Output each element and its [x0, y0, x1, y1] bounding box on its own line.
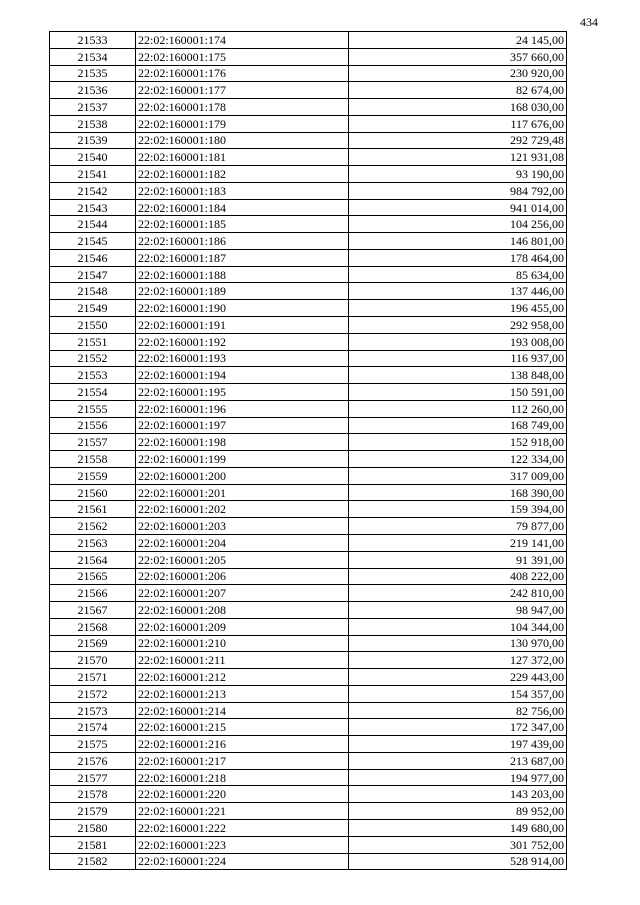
table-row	[50, 233, 567, 250]
row-number-cell: 21543	[50, 199, 136, 216]
row-number-cell: 21553	[50, 367, 136, 384]
cadastral-value-cell: 159 394,00	[349, 501, 567, 518]
table-row	[50, 685, 567, 702]
cadastral-value-cell: 85 634,00	[349, 266, 567, 283]
cadastral-value-cell: 91 391,00	[349, 551, 567, 568]
cadastral-number-cell: 22:02:160001:215	[136, 719, 349, 736]
cadastral-number-cell: 22:02:160001:218	[136, 769, 349, 786]
table-row	[50, 819, 567, 836]
cadastral-number-cell: 22:02:160001:200	[136, 467, 349, 484]
cadastral-number-cell: 22:02:160001:178	[136, 99, 349, 116]
table-row	[50, 786, 567, 803]
table-row	[50, 115, 567, 132]
table-row	[50, 618, 567, 635]
table-row	[50, 132, 567, 149]
table-row	[50, 216, 567, 233]
cadastral-number-cell: 22:02:160001:209	[136, 618, 349, 635]
cadastral-value-cell: 104 256,00	[349, 216, 567, 233]
cadastral-value-cell: 213 687,00	[349, 752, 567, 769]
cadastral-number-cell: 22:02:160001:182	[136, 166, 349, 183]
row-number-cell: 21566	[50, 585, 136, 602]
row-number-cell: 21551	[50, 333, 136, 350]
cadastral-value-cell: 196 455,00	[349, 300, 567, 317]
row-number-cell: 21568	[50, 618, 136, 635]
table-row	[50, 518, 567, 535]
cadastral-value-cell: 230 920,00	[349, 65, 567, 82]
cadastral-value-cell: 301 752,00	[349, 836, 567, 853]
cadastral-value-cell: 149 680,00	[349, 819, 567, 836]
table-row	[50, 467, 567, 484]
row-number-cell: 21533	[50, 32, 136, 49]
cadastral-number-cell: 22:02:160001:174	[136, 32, 349, 49]
table-row	[50, 283, 567, 300]
table-row	[50, 434, 567, 451]
cadastral-value-cell: 408 222,00	[349, 568, 567, 585]
row-number-cell: 21560	[50, 484, 136, 501]
cadastral-number-cell: 22:02:160001:183	[136, 182, 349, 199]
cadastral-value-cell: 317 009,00	[349, 467, 567, 484]
row-number-cell: 21538	[50, 115, 136, 132]
cadastral-value-cell: 82 756,00	[349, 702, 567, 719]
row-number-cell: 21539	[50, 132, 136, 149]
cadastral-value-cell: 292 729,48	[349, 132, 567, 149]
row-number-cell: 21554	[50, 384, 136, 401]
cadastral-number-cell: 22:02:160001:180	[136, 132, 349, 149]
row-number-cell: 21555	[50, 400, 136, 417]
row-number-cell: 21549	[50, 300, 136, 317]
table-row	[50, 300, 567, 317]
cadastral-number-cell: 22:02:160001:217	[136, 752, 349, 769]
table-row	[50, 602, 567, 619]
cadastral-number-cell: 22:02:160001:212	[136, 669, 349, 686]
cadastral-value-cell: 178 464,00	[349, 249, 567, 266]
table-row	[50, 82, 567, 99]
cadastral-number-cell: 22:02:160001:206	[136, 568, 349, 585]
table-row	[50, 752, 567, 769]
table-row	[50, 367, 567, 384]
cadastral-number-cell: 22:02:160001:176	[136, 65, 349, 82]
row-number-cell: 21577	[50, 769, 136, 786]
cadastral-value-cell: 152 918,00	[349, 434, 567, 451]
row-number-cell: 21548	[50, 283, 136, 300]
row-number-cell: 21564	[50, 551, 136, 568]
table-row	[50, 417, 567, 434]
cadastral-value-cell: 154 357,00	[349, 685, 567, 702]
cadastral-number-cell: 22:02:160001:223	[136, 836, 349, 853]
table-row	[50, 836, 567, 853]
row-number-cell: 21558	[50, 451, 136, 468]
cadastral-number-cell: 22:02:160001:184	[136, 199, 349, 216]
cadastral-value-cell: 127 372,00	[349, 652, 567, 669]
row-number-cell: 21559	[50, 467, 136, 484]
cadastral-number-cell: 22:02:160001:214	[136, 702, 349, 719]
cadastral-number-cell: 22:02:160001:216	[136, 736, 349, 753]
cadastral-value-cell: 98 947,00	[349, 602, 567, 619]
table-row	[50, 32, 567, 49]
row-number-cell: 21576	[50, 752, 136, 769]
cadastral-number-cell: 22:02:160001:201	[136, 484, 349, 501]
table-row	[50, 48, 567, 65]
cadastral-number-cell: 22:02:160001:186	[136, 233, 349, 250]
row-number-cell: 21579	[50, 803, 136, 820]
table-row	[50, 551, 567, 568]
row-number-cell: 21569	[50, 635, 136, 652]
cadastral-value-cell: 242 810,00	[349, 585, 567, 602]
row-number-cell: 21556	[50, 417, 136, 434]
row-number-cell: 21567	[50, 602, 136, 619]
table-row	[50, 736, 567, 753]
row-number-cell: 21582	[50, 853, 136, 870]
cadastral-number-cell: 22:02:160001:205	[136, 551, 349, 568]
table-row	[50, 350, 567, 367]
cadastral-number-cell: 22:02:160001:196	[136, 400, 349, 417]
row-number-cell: 21546	[50, 249, 136, 266]
row-number-cell: 21540	[50, 149, 136, 166]
cadastral-value-table	[49, 31, 567, 870]
table-row	[50, 400, 567, 417]
cadastral-value-cell: 229 443,00	[349, 669, 567, 686]
cadastral-number-cell: 22:02:160001:203	[136, 518, 349, 535]
cadastral-number-cell: 22:02:160001:207	[136, 585, 349, 602]
cadastral-value-cell: 104 344,00	[349, 618, 567, 635]
cadastral-value-cell: 112 260,00	[349, 400, 567, 417]
table-row	[50, 585, 567, 602]
row-number-cell: 21534	[50, 48, 136, 65]
cadastral-value-cell: 984 792,00	[349, 182, 567, 199]
cadastral-value-cell: 292 958,00	[349, 317, 567, 334]
table-row	[50, 199, 567, 216]
table-row	[50, 484, 567, 501]
cadastral-value-cell: 116 937,00	[349, 350, 567, 367]
cadastral-number-cell: 22:02:160001:197	[136, 417, 349, 434]
cadastral-value-cell: 528 914,00	[349, 853, 567, 870]
cadastral-number-cell: 22:02:160001:208	[136, 602, 349, 619]
cadastral-number-cell: 22:02:160001:179	[136, 115, 349, 132]
table-row	[50, 333, 567, 350]
table-body	[50, 32, 567, 870]
cadastral-number-cell: 22:02:160001:210	[136, 635, 349, 652]
row-number-cell: 21578	[50, 786, 136, 803]
cadastral-number-cell: 22:02:160001:189	[136, 283, 349, 300]
row-number-cell: 21545	[50, 233, 136, 250]
cadastral-value-cell: 193 008,00	[349, 333, 567, 350]
cadastral-value-cell: 219 141,00	[349, 534, 567, 551]
table-row	[50, 803, 567, 820]
table-row	[50, 669, 567, 686]
cadastral-number-cell: 22:02:160001:181	[136, 149, 349, 166]
cadastral-number-cell: 22:02:160001:222	[136, 819, 349, 836]
cadastral-value-cell: 130 970,00	[349, 635, 567, 652]
table-row	[50, 451, 567, 468]
row-number-cell: 21536	[50, 82, 136, 99]
table-row	[50, 149, 567, 166]
cadastral-value-cell: 168 030,00	[349, 99, 567, 116]
table-row	[50, 99, 567, 116]
table-row	[50, 719, 567, 736]
row-number-cell: 21542	[50, 182, 136, 199]
row-number-cell: 21581	[50, 836, 136, 853]
cadastral-number-cell: 22:02:160001:187	[136, 249, 349, 266]
table-row	[50, 853, 567, 870]
table-row	[50, 568, 567, 585]
cadastral-number-cell: 22:02:160001:211	[136, 652, 349, 669]
cadastral-value-cell: 197 439,00	[349, 736, 567, 753]
cadastral-value-cell: 150 591,00	[349, 384, 567, 401]
table-row	[50, 266, 567, 283]
table-row	[50, 384, 567, 401]
cadastral-number-cell: 22:02:160001:220	[136, 786, 349, 803]
cadastral-number-cell: 22:02:160001:194	[136, 367, 349, 384]
row-number-cell: 21544	[50, 216, 136, 233]
cadastral-value-cell: 941 014,00	[349, 199, 567, 216]
table-row	[50, 317, 567, 334]
row-number-cell: 21547	[50, 266, 136, 283]
cadastral-value-cell: 194 977,00	[349, 769, 567, 786]
row-number-cell: 21573	[50, 702, 136, 719]
row-number-cell: 21541	[50, 166, 136, 183]
table-row	[50, 65, 567, 82]
cadastral-value-cell: 121 931,08	[349, 149, 567, 166]
page-number: 434	[580, 15, 598, 29]
cadastral-number-cell: 22:02:160001:185	[136, 216, 349, 233]
cadastral-value-cell: 24 145,00	[349, 32, 567, 49]
cadastral-value-cell: 138 848,00	[349, 367, 567, 384]
table-row	[50, 249, 567, 266]
table-row	[50, 635, 567, 652]
cadastral-number-cell: 22:02:160001:221	[136, 803, 349, 820]
row-number-cell: 21550	[50, 317, 136, 334]
cadastral-value-cell: 146 801,00	[349, 233, 567, 250]
row-number-cell: 21571	[50, 669, 136, 686]
cadastral-value-cell: 79 877,00	[349, 518, 567, 535]
cadastral-number-cell: 22:02:160001:202	[136, 501, 349, 518]
cadastral-value-cell: 93 190,00	[349, 166, 567, 183]
cadastral-number-cell: 22:02:160001:204	[136, 534, 349, 551]
row-number-cell: 21572	[50, 685, 136, 702]
table-row	[50, 534, 567, 551]
cadastral-number-cell: 22:02:160001:224	[136, 853, 349, 870]
row-number-cell: 21557	[50, 434, 136, 451]
cadastral-number-cell: 22:02:160001:177	[136, 82, 349, 99]
row-number-cell: 21575	[50, 736, 136, 753]
cadastral-value-cell: 82 674,00	[349, 82, 567, 99]
cadastral-number-cell: 22:02:160001:213	[136, 685, 349, 702]
cadastral-value-cell: 143 203,00	[349, 786, 567, 803]
cadastral-number-cell: 22:02:160001:195	[136, 384, 349, 401]
cadastral-number-cell: 22:02:160001:175	[136, 48, 349, 65]
cadastral-number-cell: 22:02:160001:191	[136, 317, 349, 334]
row-number-cell: 21570	[50, 652, 136, 669]
cadastral-number-cell: 22:02:160001:192	[136, 333, 349, 350]
row-number-cell: 21574	[50, 719, 136, 736]
table-row	[50, 702, 567, 719]
row-number-cell: 21565	[50, 568, 136, 585]
cadastral-value-cell: 168 390,00	[349, 484, 567, 501]
table-row	[50, 501, 567, 518]
cadastral-number-cell: 22:02:160001:193	[136, 350, 349, 367]
row-number-cell: 21535	[50, 65, 136, 82]
cadastral-value-cell: 137 446,00	[349, 283, 567, 300]
cadastral-value-cell: 168 749,00	[349, 417, 567, 434]
table-row	[50, 166, 567, 183]
cadastral-value-cell: 89 952,00	[349, 803, 567, 820]
table-row	[50, 182, 567, 199]
cadastral-value-cell: 172 347,00	[349, 719, 567, 736]
row-number-cell: 21537	[50, 99, 136, 116]
row-number-cell: 21563	[50, 534, 136, 551]
table-row	[50, 652, 567, 669]
cadastral-number-cell: 22:02:160001:188	[136, 266, 349, 283]
cadastral-number-cell: 22:02:160001:199	[136, 451, 349, 468]
row-number-cell: 21552	[50, 350, 136, 367]
table-row	[50, 769, 567, 786]
cadastral-value-cell: 117 676,00	[349, 115, 567, 132]
cadastral-value-cell: 122 334,00	[349, 451, 567, 468]
row-number-cell: 21561	[50, 501, 136, 518]
cadastral-value-cell: 357 660,00	[349, 48, 567, 65]
row-number-cell: 21562	[50, 518, 136, 535]
row-number-cell: 21580	[50, 819, 136, 836]
cadastral-number-cell: 22:02:160001:190	[136, 300, 349, 317]
cadastral-number-cell: 22:02:160001:198	[136, 434, 349, 451]
